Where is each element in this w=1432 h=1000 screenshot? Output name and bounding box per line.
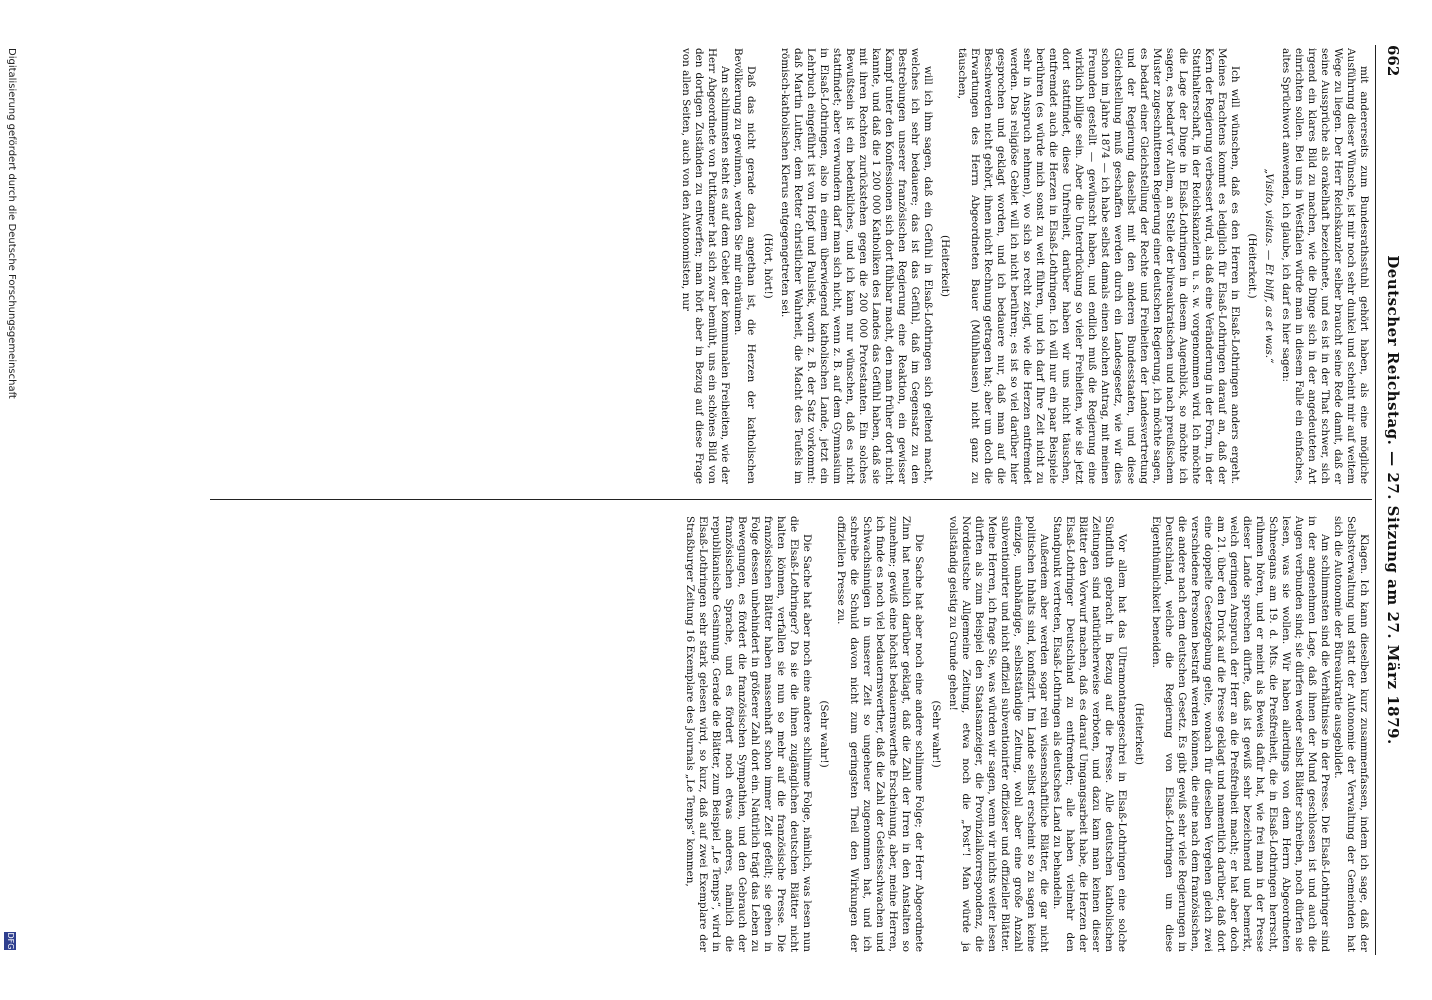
paragraph: Am schlimmsten steht es auf dem Gebiet der kommunalen Freiheiten, wie der Herr Abgeordnete von Puttkamer hat sich zwar bemüht, uns ein schönes Bild von den dortigen Zuständen zu entwerfen; man hört aber in Bezug auf diese Frage von allen Seiten, auch von den Autonomisten, nur (680, 48, 731, 484)
paragraph: Die Sache hat aber noch eine andere schlimme Folge, nämlich, was lesen nun die Elsaß-Lothringer? Da sie die ihnen zugänglichen deutschen Blätter nicht halten können, verfallen sie nun so mehr auf die französische Presse. Die französischen Blätter haben massenhaft schon immer Zeit gefeilt; sie gehen in Folge dessen unbehindert in größerer Zahl dort ein. Natürlich trägt das Leben zu Bewegungen, es fördert die französischen Sympathien, und den Gebrauch der französischen Sprache, und es fördert noch etwas anderes, nämlich die republikanische Gesinnung. Gerade die Blätter, zum Beispiel „Le Temps“, wird in Elsaß-Lothringen sehr stark gelesen wird, so kurz, daß auf zwei Exemplare der Straßburger Zeitung 16 Exemplare des Journals „Le Temps“ kommen, (684, 516, 813, 952)
right-column (200, 516, 1370, 952)
paragraph: Am schlimmsten sind die Verhältnisse in der Presse. Die Elsaß-Lothringer sind in der angenehmen Lage, daß ihnen der Mund geschlossen ist und auch die Augen verbunden sind; sie dürfen weder selbst Blätter schreiben, noch dürfen sie lesen, was sie wollen. Wir haben allerdings von dem Herrn Abgeordneten Schneegans am 19. d. Mts. die Preßfreiheit, die in Elsaß-Lothringen herrscht, rühmen hören, und er meint als Beweis dafür hat, wie frei man in der Presse dieser Lande sprechen dürfte, daß ist gewiß sehr bezeichnend und bemerkt, welch geringen Anspruch der Herr an die Preßfreiheit macht; er hat aber doch am 21. über den Druck auf die Presse geklagt und namentlich darüber, daß dort eine doppelte Gesetzgebung gelte, wonach für dieselben Vergehen gleich zwei verschiedene Personen bestraft werden können, die eine nach dem französischen, die andere nach dem deutschen Gesetz. Es gibt gewiß sehr viele Regierungen in Deutschland, welche die Regierung von Elsaß-Lothringen um diese Eigenthümlichkeit beneiden. (1150, 516, 1331, 952)
page-title: Deutscher Reichstag. — 27. Sitzung am 27. März 1879. (1384, 255, 1402, 745)
digitization-credit: Digitalisierung gefördert durch die Deutsche Forschungsgemeinschaft (6, 48, 17, 399)
paragraph: Daß das nicht gerade dazu angethan ist, die Herzen der katholischen Bevölkerung zu gewinnen, werden Sie mir einräumen. (732, 48, 757, 484)
dfg-logo-icon: DFG (6, 932, 15, 950)
paragraph: Die Sache hat aber noch eine andere schlimme Folge; der Herr Abgeordnete Zinn hat neulich darüber geklagt, daß die Zahl der Irren in den Anstalten so zunehme; gewiß eine höchst bedauernswerthe Erscheinung, aber, meine Herren, ich finde es noch viel bedauernswerther, daß die Zahl der Geistesschwachen und Schwachsinnigen in unserer Zeit so ungeheuer zugenommen hat, und ich schreibe die Schuld davon nicht zum geringsten Theil den Wirkungen der offiziellen Presse zu. (835, 516, 925, 952)
header-rule (1375, 45, 1376, 955)
paragraph: mit andererseits zum Bundesrathsstuhl gehört haben, als eine mögliche Ausführung dieser Wünsche, ist mir noch sehr dunkel und scheint mir auf weitem Wege zu liegen. Der Herr Reichskanzler selber braucht seine Rede damit, daß er seine Aussprüche als orakelhaft bezeichnete, und es ist in der That schwer, sich irgend ein klares Bild zu machen, wie die Dinge sich in der angedeuteten Art einrichten sollen. Bei uns in Westfalen würde man in diesem Falle ein einfaches, altes Sprüchwort anwenden, ich glaube, ich darf es hier sagen: (1280, 48, 1370, 484)
left-column (200, 48, 1370, 484)
paragraph: Ich will wünschen, daß es den Herren in Elsaß-Lothringen anders ergeht. Meines Erachtens kommt es lediglich für Elsaß-Lothringen darauf an, daß der Kern der Regierung verbessert wird, als daß eine Veränderung in der Form, in der Statthalterschaft, in der Reichskanzlerin u. s. w. vorgenommen wird. Ich möchte die Lage der Dinge in Elsaß-Lothringen in diesem Augenblick, so möchte ich sagen, es bedarf vor Allem, an Stelle der büreaukratischen und nach preußischem Muster zugeschnittenen Regierung einer deutschen Regierung, ich möchte sagen, es bedarf einer Gleichstellung der Rechte und Freiheiten der Landesvertretung und der Regierung daselbst mit den anderen Bundesstaaten, und diese Gleichstellung muß geschaffen werden durch ein Landesgesetz, wie wir dies schon im Jahre 1874 — ich habe selbst damals einen solchen Antrag, mit meinen Freunden gestellt — gewünscht haben, und endlich muß die Regierung eine wirklich billige sein. Aber die Unterdrückung so vieler Freiheiten, wie sie jetzt dort stattfindet, diese Unfreiheit, darüber haben wir uns nicht täuschen, entfremdet auch die Herzen in Elsaß-Lothringen. Ich will nur ein paar Beispiele berühren (es würde mich sonst zu weit führen, und ich darf Ihre Zeit nicht zu sehr in Anspruch nehmen), wo sich so recht zeigt, wie die Herzen entfremdet werden. Das religiöse Gebiet will ich nicht berühren; es ist so viel darüber hier gesprochen und geklagt worden, und ich bedauere nur, daß man auf die Beschwerden nicht gehört, ihnen nicht Rechnung getragen hat; aber um doch die Erwartungen des Herrn Abgeordneten Bauer (Mühlhausen) nicht ganz zu täuschen, (956, 48, 1241, 484)
paragraph: will ich ihm sagen, daß ein Gefühl in Elsaß-Lothringen sich geltend macht, welches ich sehr bedauere; das ist das Gefühl, daß im Gegensatz zu den Bestrebungen unserer französischen Regierung eine Reaktion, ein gewisser Kampf unter den Konfessionen sich dort fühlbar macht, den man früher dort nicht kannte, und daß die 1 200 000 Katholiken des Landes das Gefühl haben, daß sie mit ihren Rechten zurückstehen gegen die 200 000 Protestanten. Ein solches Bewußtsein ist ein bedenkliches, und ich kann nur wünschen, daß es nicht stattfindet; aber verwundern darf man sich nicht, wenn z. B. auf dem Gymnasium in Elsaß-Lothringen, also in einem überwiegend katholischen Lande, jetzt ein Lehrbuch eingeführt ist von Hopf und Paulsiek, worin z. B. der Satz vorkommt: daß Martin Luther, dem Retter christlicher Wahrheit, die Macht des Teufels im römisch-katholischen Klerus entgegengetreten sei. (779, 48, 934, 484)
column-divider (210, 499, 1372, 500)
page-number: 662 (1384, 45, 1402, 77)
interjection: (Sehr wahr!) (818, 700, 830, 768)
interjection: (Sehr wahr!) (930, 700, 942, 768)
page-header (1380, 45, 1402, 955)
quote: „Visito, visitas. — Et bliff, as et was.“ (1263, 168, 1275, 364)
paragraph: Vor allem hat das Ultramontanegeschrei in Elsaß-Lothringen eine solche Sündfluth gebracht in Bezug auf die Presse. Alle deutschen katholischen Zeitungen sind natürlicherweise verboten, und dazu kam man keinen dieser Blätter den Vorwurf machen, daß es darauf Umgangsarbeit habe, die Herzen der Elsaß-Lothringer Deutschland zu entfremden; alle haben vielmehr den Standpunkt vertreten, Elsaß-Lothringen als deutsches Land zu behandeln. (1051, 516, 1128, 952)
interjection: (Hört, hört!) (762, 233, 774, 299)
interjection: (Heiterkeit) (1133, 703, 1145, 765)
interjection: (Heiterkeit) (939, 235, 951, 297)
interjection: (Heiterkeit.) (1246, 233, 1258, 299)
paragraph: Klagen. Ich kann dieselben kurz zusammenfassen, indem ich sage, daß der Selbstverwaltung und statt der Autonomie der Verwaltung der Gemeinden hat sich die Autonomie der Büreaukratie ausgebildet. (1332, 516, 1370, 952)
paragraph: Außerdem aber werden sogar rein wissenschaftliche Blätter, die gar nicht politischen Inhalts sind, konfiszirt. Im Lande selbst erscheint so zu sagen keine einzige, unabhängige, selbstständige Zeitung, wohl aber eine große Anzahl subventionirter und nicht offiziell subventionirter offiziöser und offizieller Blätter. Meine Herren, ich frage Sie, was würden wir sagen, wenn wir nichts weiter lesen dürften als zum Beispiel den Staatsanzeiger, die Provinzialkorrespondenz, die Norddeutsche Allgemeine Zeitung, etwa noch die „Post“! Man würde ja vollständig geistig zu Grunde gehen! (947, 516, 1050, 952)
